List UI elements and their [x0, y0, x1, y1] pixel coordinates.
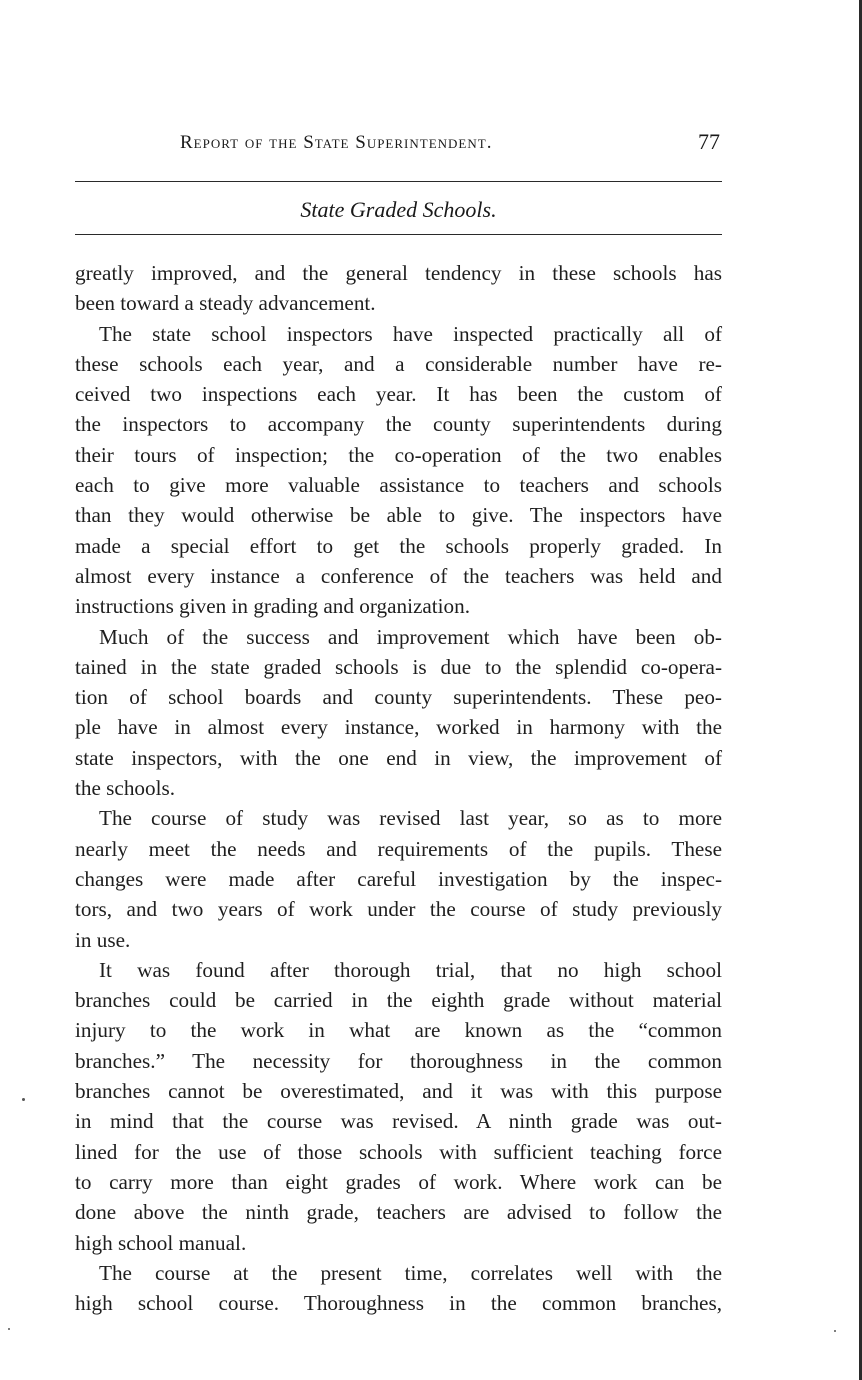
- text-line: injury to the work in what are known as the “common: [75, 1018, 722, 1043]
- text-line: each to give more valuable assistance to teachers and schools: [75, 473, 722, 498]
- header-rule-bottom: [75, 234, 722, 235]
- running-head: Report of the State Superintendent.: [180, 132, 493, 153]
- text-line: their tours of inspection; the co-operation of the two enables: [75, 442, 722, 467]
- text-line: done above the ninth grade, teachers are advised to follow the: [75, 1200, 722, 1225]
- scan-speck: [22, 1098, 25, 1101]
- text-line: instructions given in grading and organization.: [75, 594, 471, 619]
- text-line: The state school inspectors have inspected practically all of: [99, 321, 722, 346]
- text-line: to carry more than eight grades of work. Where work can be: [75, 1169, 722, 1194]
- text-line: It was found after thorough trial, that no high school: [99, 957, 722, 982]
- text-line: Much of the success and improvement which have been ob-: [99, 624, 722, 649]
- text-line: high school course. Thoroughness in the common branches,: [75, 1291, 722, 1316]
- text-line: almost every instance a conference of the teachers was held and: [75, 563, 722, 588]
- text-line: branches.” The necessity for thoroughness in the common: [75, 1048, 722, 1073]
- text-line: tained in the state graded schools is due to the splendid co-opera-: [75, 654, 722, 679]
- text-line: branches could be carried in the eighth grade without material: [75, 988, 722, 1013]
- text-line: nearly meet the needs and requirements of the pupils. These: [75, 836, 722, 861]
- text-line: ceived two inspections each year. It has been the custom of: [75, 382, 722, 407]
- text-line: in use.: [75, 927, 131, 952]
- text-line: high school manual.: [75, 1230, 247, 1255]
- text-line: than they would otherwise be able to give. The inspectors have: [75, 503, 722, 528]
- scan-speck: [8, 1328, 10, 1330]
- page-number: 77: [698, 129, 720, 154]
- text-line: The course of study was revised last year, so as to more: [99, 806, 722, 831]
- text-line: tion of school boards and county superintendents. These peo-: [75, 685, 722, 710]
- text-line: tors, and two years of work under the course of study previously: [75, 897, 722, 922]
- text-line: greatly improved, and the general tendency in these schools has: [75, 261, 722, 285]
- text-line: made a special effort to get the schools properly graded. In: [75, 533, 722, 558]
- body-text: [75, 258, 722, 1318]
- text-line: in mind that the course was revised. A ninth grade was out-: [75, 1109, 722, 1134]
- text-line: The course at the present time, correlates well with the: [99, 1260, 722, 1285]
- page-header: [180, 129, 720, 160]
- section-title: State Graded Schools.: [300, 197, 497, 222]
- text-line: changes were made after careful investigation by the inspec-: [75, 866, 722, 891]
- scan-speck: [834, 1330, 836, 1332]
- text-line: branches cannot be overestimated, and it was with this purpose: [75, 1079, 722, 1104]
- text-line: ple have in almost every instance, worked in harmony with the: [75, 715, 722, 740]
- text-line: these schools each year, and a considerable number have re-: [75, 351, 722, 376]
- text-line: lined for the use of those schools with sufficient teaching force: [75, 1139, 722, 1164]
- text-line: the inspectors to accompany the county superintendents during: [75, 412, 722, 437]
- text-line: state inspectors, with the one end in view, the improvement of: [75, 745, 722, 770]
- text-line: been toward a steady advancement.: [75, 291, 376, 316]
- text-line: the schools.: [75, 776, 176, 801]
- header-rule-top: [75, 181, 722, 182]
